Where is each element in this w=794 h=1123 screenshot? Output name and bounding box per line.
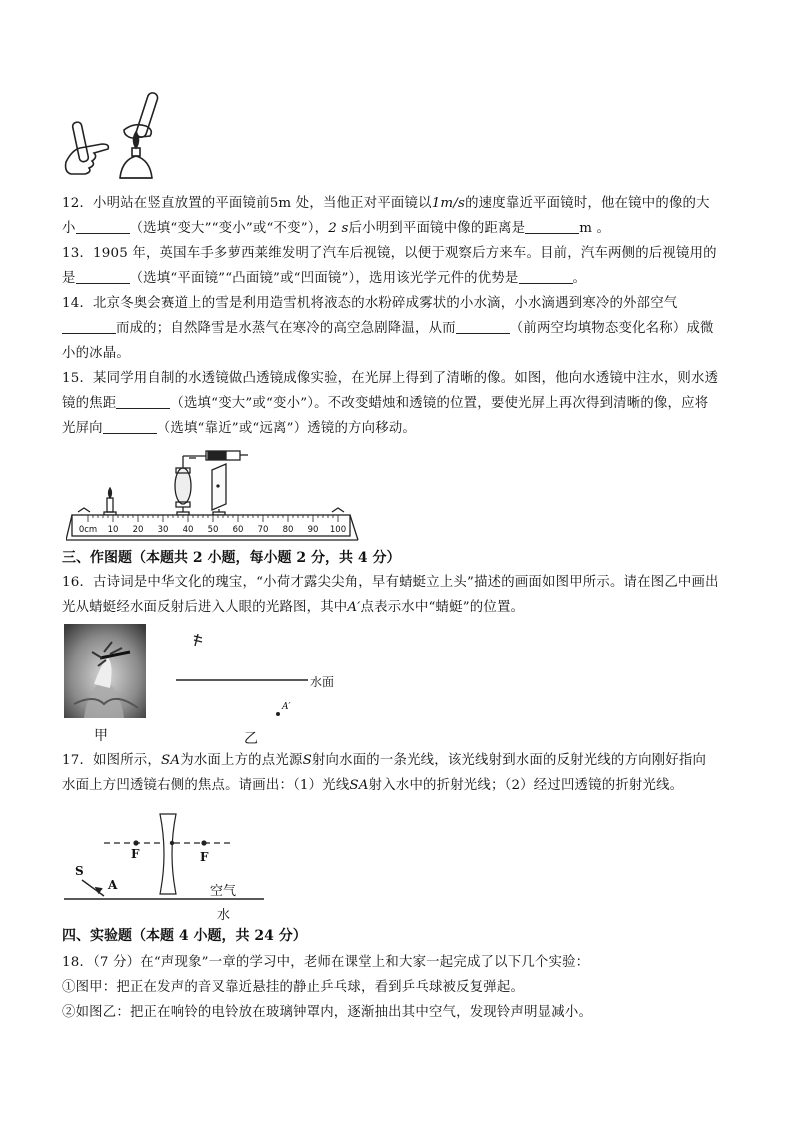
question-13: 13．1905 年，英国车手多萝西莱维发明了汽车后视镜，以便于观察后方来车。目前，汽车两侧的后视镜用的 是 （选填“平面镜”“凸面镜”或“凹面镜”），选用该光学元件的优势是 。 bbox=[62, 246, 717, 286]
question-15: 15．某同学用自制的水透镜做凸透镜成像实验，在光屏上得到了清晰的像。如图，他向水透镜中注水，则水透 镜的焦距 （选填“变大”或“变小”）。不改变蜡烛和透镜的位置，要使光屏上再次得到清晰的像，应将 光屏向 （选填“靠近”或“远离”）透镜的方向移动。 bbox=[62, 371, 719, 436]
dragonfly-icon bbox=[194, 634, 202, 646]
bench-tick-label: 70 bbox=[257, 525, 269, 535]
water-label: 水 bbox=[217, 908, 231, 923]
question-12: 12．小明站在竖直放置的平面镜前5m 处，当他正对平面镜以1m/s的速度靠近平面镜时，他在镜中的像的大 小 （选填“变大”“变小”或“不变”），2 s后小明到平面镜中像的距离是 m 。 bbox=[62, 196, 710, 236]
answer-blank[interactable] bbox=[519, 269, 573, 284]
bench-tick-label: 30 bbox=[157, 525, 169, 535]
answer-blank[interactable] bbox=[456, 319, 510, 334]
answer-blank[interactable] bbox=[62, 319, 116, 334]
question-18: 18．（7 分）在“声现象”一章的学习中，老师在课堂上和大家一起完成了以下几个实验： ①图甲：把正在发声的音叉靠近悬挂的静止乒乓球，看到乒乓球被反复弹起。 ②如图乙：把正在响铃的电铃放在玻璃钟罩内，逐渐抽出其中空气，发现铃声明显减小。 bbox=[62, 955, 593, 1020]
air-label: 空气 bbox=[210, 884, 237, 899]
bench-tick-label: 50 bbox=[207, 525, 219, 535]
bench-tick-label: 40 bbox=[182, 525, 194, 535]
answer-blank[interactable] bbox=[103, 419, 157, 434]
bench-tick-label: 0cm bbox=[78, 525, 98, 535]
optical-bench-figure bbox=[66, 446, 362, 542]
concave-lens bbox=[160, 814, 176, 894]
focal-point-left-label: F bbox=[131, 847, 140, 861]
section-3-title: 三、作图题（本题共 2 小题，每小题 2 分，共 4 分） bbox=[62, 550, 401, 566]
question-14: 14．北京冬奥会赛道上的雪是利用造雪机将液态的水粉碎成雾状的小水滴，小水滴遇到寒冷的外部空气 而成的；自然降雪是水蒸气在寒冷的高空急剧降温，从而 （前两空均填物态变化名称）成微 小的冰晶。 bbox=[62, 296, 714, 361]
bench-tick-label: 60 bbox=[232, 525, 244, 535]
focal-point-right-label: F bbox=[200, 850, 209, 864]
question-16: 16．古诗词是中华文化的瑰宝，“小荷才露尖尖角，早有蜻蜓立上头”描述的画面如图甲所示。请在图乙中画出 光从蜻蜓经水面反射后进入人眼的光路图，其中A′点表示水中“蜻蜓”的位置。 bbox=[62, 575, 719, 615]
bench-tick-label: 80 bbox=[282, 525, 294, 535]
heating-tube-figure bbox=[60, 92, 170, 190]
bench-tick-label: 10 bbox=[107, 525, 119, 535]
bench-tick-label: 90 bbox=[307, 525, 319, 535]
question-17: 17．如图所示，SA为水面上方的点光源S射向水面的一条光线，该光线射到水面的反射光线的方向刚好指向 水面上方凹透镜右侧的焦点。请画出：（1）光线SA射入水中的折射光线；（2）经过凹透镜的折射光线。 bbox=[62, 753, 707, 793]
bench-tick-label: 20 bbox=[132, 525, 144, 535]
answer-blank[interactable] bbox=[76, 219, 130, 234]
source-s-label: S bbox=[75, 864, 84, 878]
answer-blank[interactable] bbox=[76, 269, 130, 284]
water-surface-label: 水面 bbox=[310, 675, 335, 689]
answer-blank[interactable] bbox=[525, 219, 579, 234]
dragonfly-photo bbox=[64, 624, 146, 718]
section-4-title: 四、实验题（本题 4 小题，共 24 分） bbox=[62, 928, 307, 944]
caption-jia: 甲 bbox=[94, 728, 108, 744]
point-a-label: A bbox=[108, 878, 118, 892]
caption-yi: 乙 bbox=[244, 731, 258, 747]
point-a-prime-label: A′ bbox=[282, 702, 291, 712]
bench-tick-label: 100 bbox=[329, 525, 347, 535]
answer-blank[interactable] bbox=[116, 394, 170, 409]
